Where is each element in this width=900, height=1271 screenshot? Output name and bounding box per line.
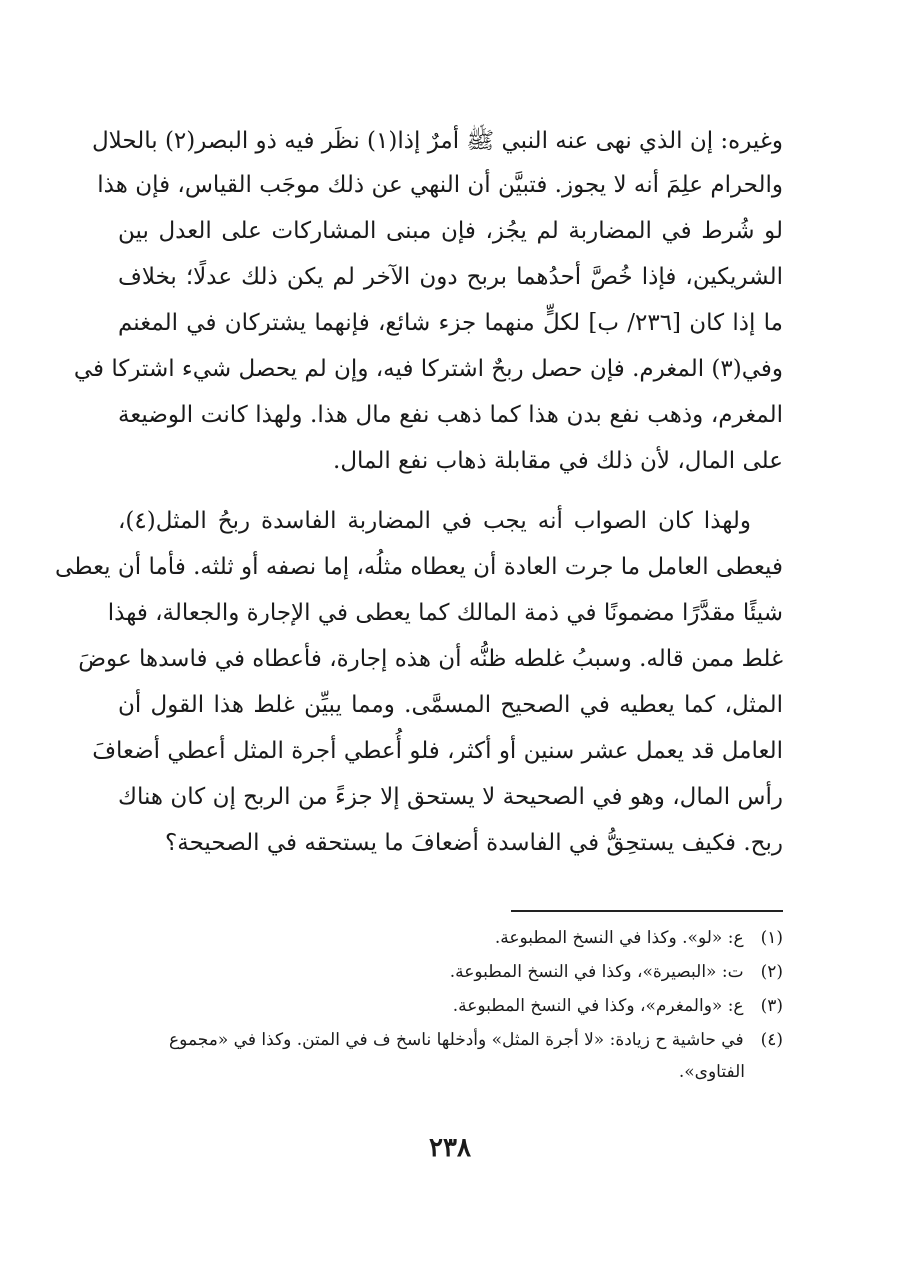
footnote-number: (١): [760, 928, 783, 948]
text-line: ما إذا كان [٢٣٦/ ب] لكلٍّ منهما جزء شائع، فإنهما يشتركان في المغنم: [118, 310, 783, 336]
footnote-text: ع: «والمغرم»، وكذا في النسخ المطبوعة.: [452, 996, 744, 1016]
text-line: فيعطى العامل ما جرت العادة أن يعطاه مثلُه، إما نصفه أو ثلثه. فأما أن يعطى: [55, 554, 783, 580]
footnote-separator: [511, 910, 783, 912]
text-line: لو شُرط في المضاربة لم يجُز، فإن مبنى المشاركات على العدل بين: [118, 218, 783, 244]
text-line: والحرام علِمَ أنه لا يجوز. فتبيَّن أن النهي عن ذلك موجَب القياس، فإن هذا: [97, 172, 783, 198]
footnote-1: [118, 928, 783, 948]
text-line: ولهذا كان الصواب أنه يجب في المضاربة الفاسدة ربحُ المثل(٤)،: [118, 508, 751, 534]
footnote-4: [118, 1030, 783, 1050]
text-line: رأس المال، وهو في الصحيحة لا يستحق إلا جزءً من الربح إن كان هناك: [118, 784, 783, 810]
page-number: ٢٣٨: [429, 1133, 471, 1163]
text-line: وغيره: إن الذي نهى عنه النبي ﷺ أمرٌ إذا(١) نظَر فيه ذو البصر(٢) بالحلال: [91, 128, 783, 154]
footnote-4-continuation: الفتاوى».: [678, 1062, 745, 1082]
main-text-paragraph-2: [55, 508, 783, 888]
footnotes: [118, 928, 783, 1108]
main-text: [73, 126, 783, 506]
text-line: وفي(٣) المغرم. فإن حصل ربحٌ اشتركا فيه، وإن لم يحصل شيء اشتركا في: [73, 356, 783, 382]
footnote-number: (٣): [760, 996, 783, 1016]
text-line: العامل قد يعمل عشر سنين أو أكثر، فلو أُعطي أجرة المثل أعطي أضعافَ: [92, 738, 783, 764]
text-line: الشريكين، فإذا خُصَّ أحدُهما بربح دون الآخر لم يكن ذلك عدلًا؛ بخلاف: [118, 264, 783, 290]
footnote-number: (٢): [760, 962, 783, 982]
text-line: المثل، كما يعطيه في الصحيح المسمَّى. ومما يبيِّن غلط هذا القول أن: [118, 692, 783, 718]
footnote-3: [118, 996, 783, 1016]
footnote-text: ع: «لو». وكذا في النسخ المطبوعة.: [494, 928, 744, 948]
text-line: شيئًا مقدَّرًا مضمونًا في ذمة المالك كما يعطى في الإجارة والجعالة، فهذا: [107, 600, 783, 626]
text-line: المغرم، وذهب نفع بدن هذا كما ذهب نفع مال هذا. ولهذا كانت الوضيعة: [118, 402, 783, 428]
footnote-text: في حاشية ح زيادة: «لا أجرة المثل» وأدخلها ناسخ ف في المتن. وكذا في «مجموع: [169, 1030, 744, 1050]
text-line: ربح. فكيف يستحِقُّ في الفاسدة أضعافَ ما يستحقه في الصحيحة؟: [165, 830, 783, 856]
footnote-text: ت: «البصيرة»، وكذا في النسخ المطبوعة.: [449, 962, 744, 982]
footnote-2: [118, 962, 783, 982]
text-line: غلط ممن قاله. وسببُ غلطه ظنُّه أن هذه إجارة، فأعطاه في فاسدها عوضَ: [78, 646, 783, 672]
text-line: على المال، لأن ذلك في مقابلة ذهاب نفع المال.: [333, 448, 783, 474]
footnote-number: (٤): [760, 1030, 783, 1050]
